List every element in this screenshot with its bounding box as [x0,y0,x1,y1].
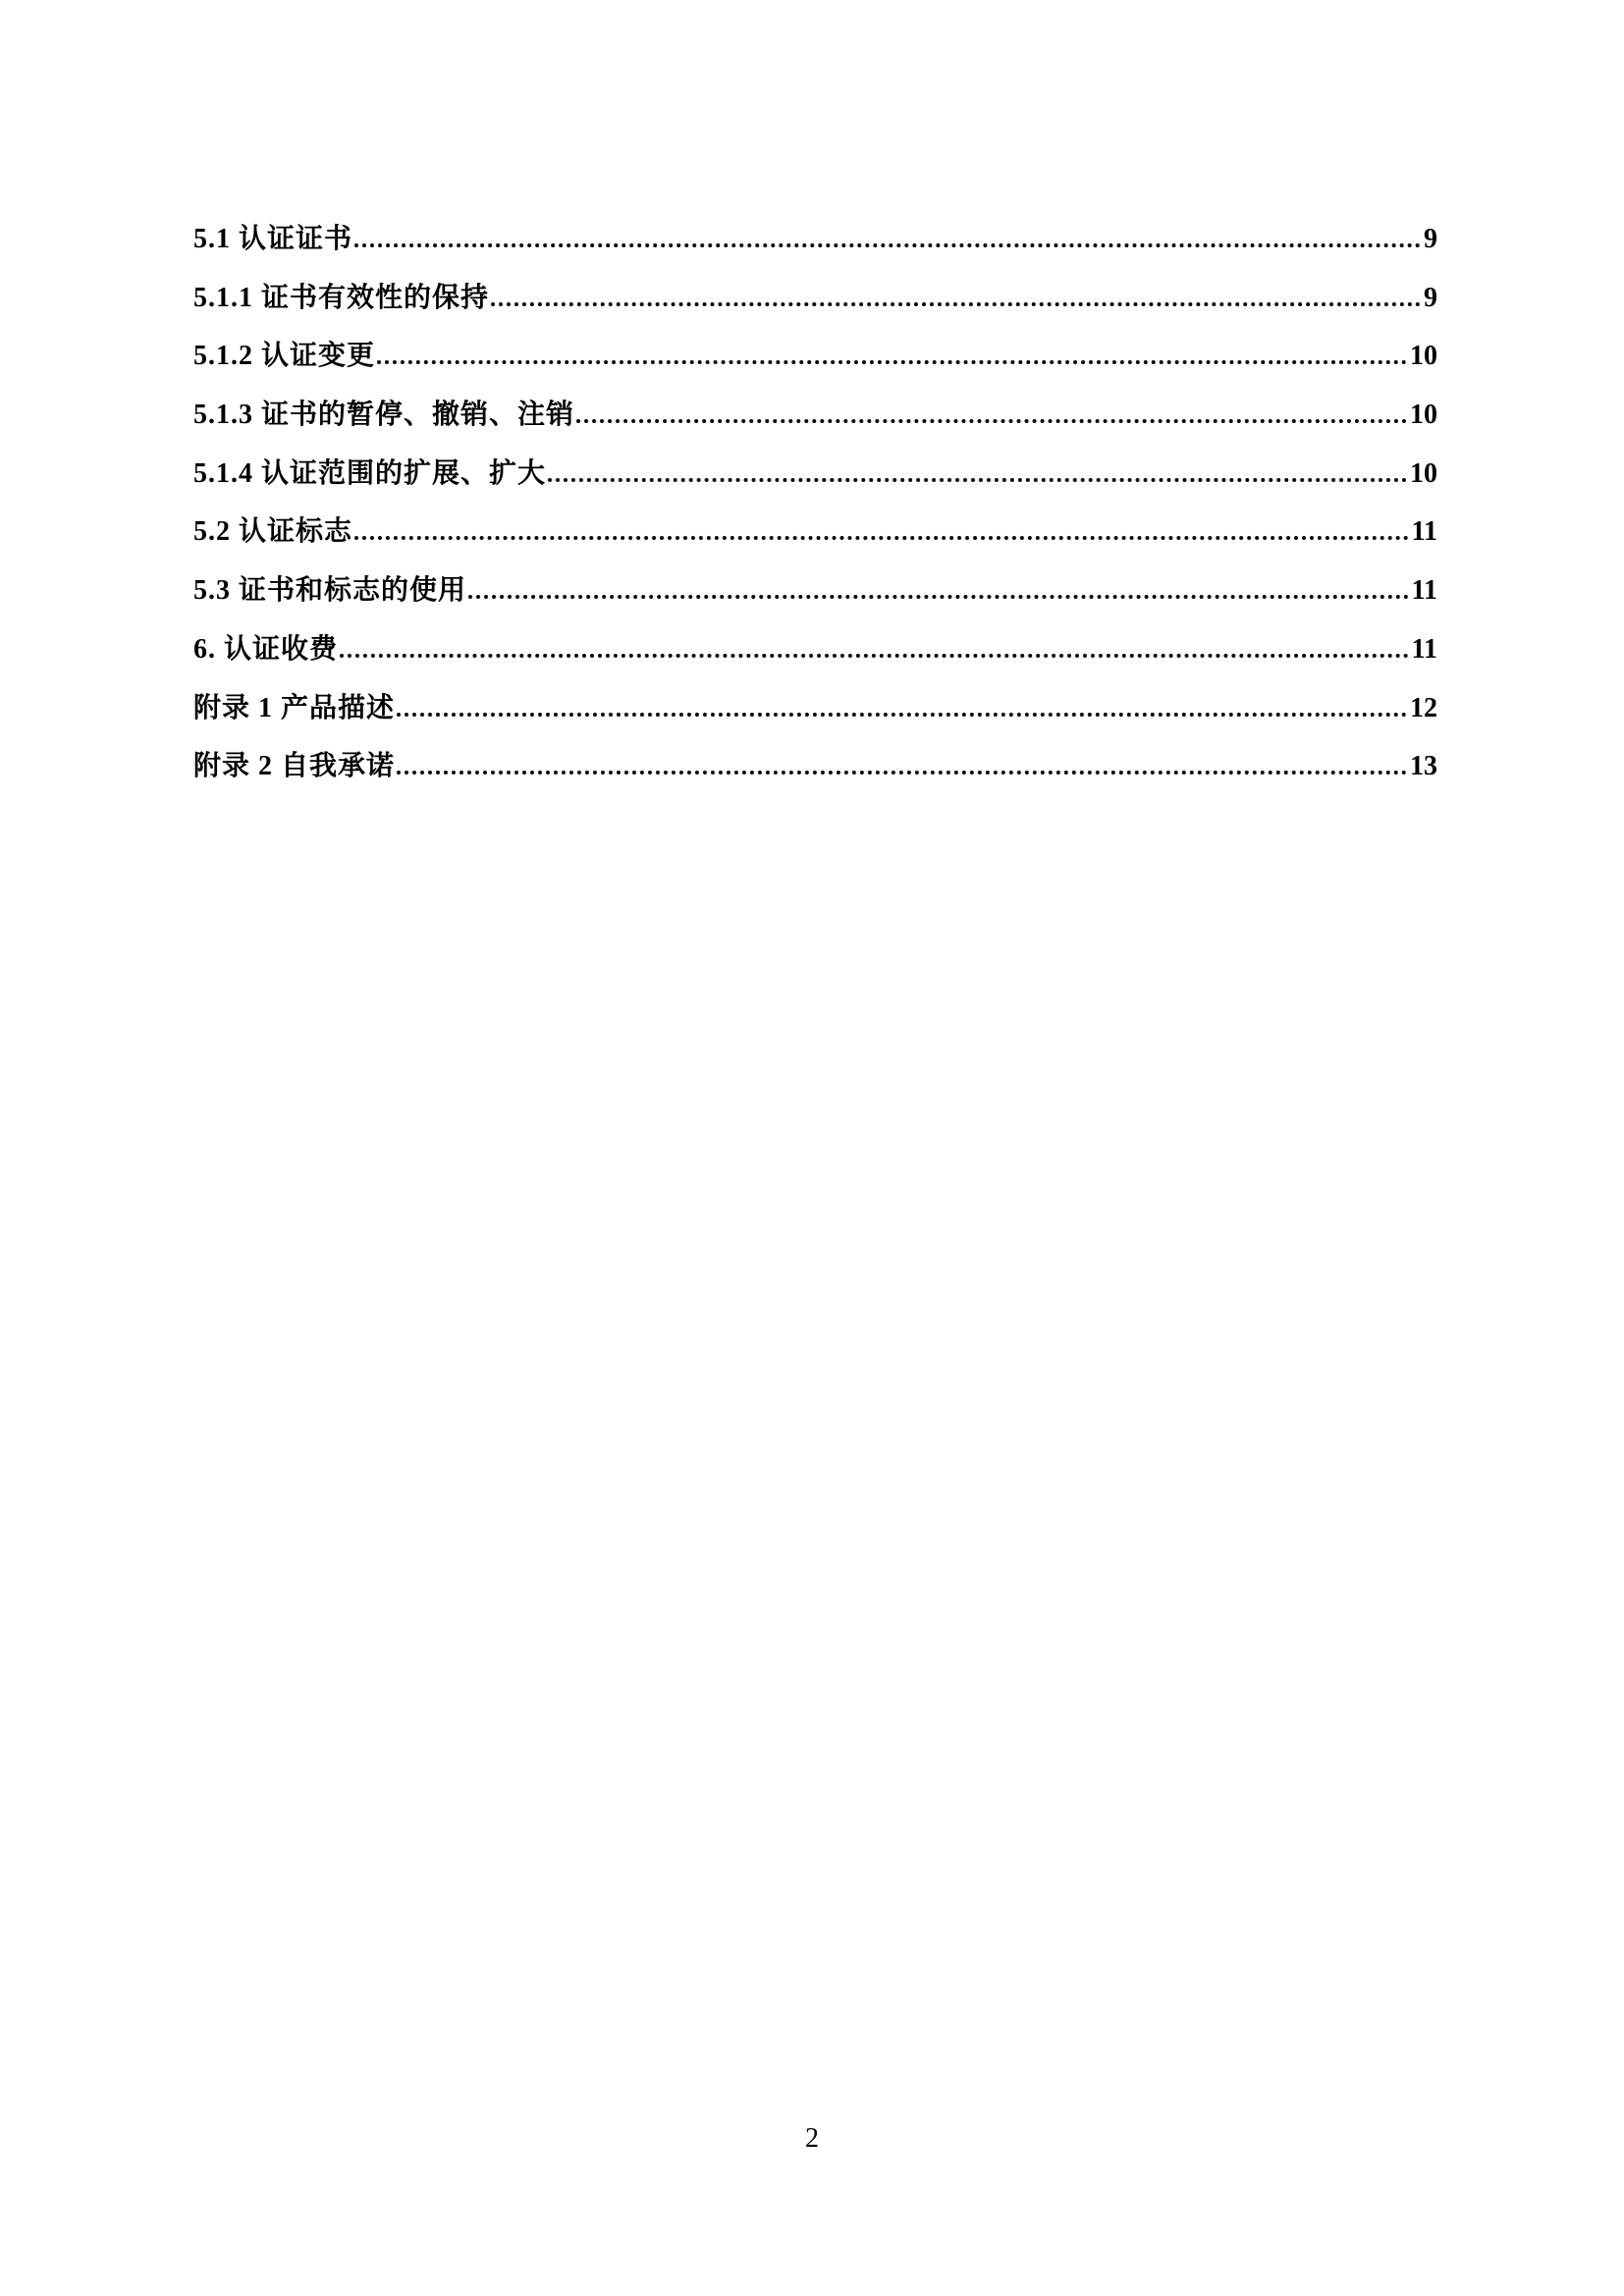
page-footer [0,2123,1624,2155]
toc-entry [193,210,1437,269]
toc-entry-page-number: 11 [1411,516,1437,548]
toc-entry-page-number: 9 [1424,224,1437,254]
toc-entry [193,737,1437,796]
toc-entry-page-number: 11 [1411,633,1437,665]
toc-dot-leader [354,237,1421,247]
toc-entry-page-number: 13 [1410,751,1437,782]
toc-entry-label: 5.1 认证证书 [193,224,353,254]
toc-entry-page-number: 10 [1410,341,1437,372]
toc-entry [193,620,1437,679]
toc-dot-leader [397,764,1407,774]
toc-entry [193,679,1437,738]
page-number: 2 [805,2123,819,2154]
toc-dot-leader [377,353,1407,364]
table-of-contents [193,210,1437,796]
toc-entry-label: 5.1.1 证书有效性的保持 [193,282,490,313]
toc-entry-label: 附录 1 产品描述 [193,692,396,723]
toc-entry [193,503,1437,561]
toc-entry-page-number: 9 [1424,282,1437,313]
toc-entry [193,386,1437,445]
toc-entry-label: 6. 认证收费 [193,633,339,665]
toc-entry [193,561,1437,620]
toc-dot-leader [491,295,1421,306]
toc-entry-label: 附录 2 自我承诺 [193,751,396,782]
toc-entry-label: 5.3 证书和标志的使用 [193,575,467,607]
toc-dot-leader [397,706,1407,717]
toc-dot-leader [548,471,1407,482]
toc-entry [193,445,1437,504]
toc-entry-label: 5.2 认证标志 [193,516,353,548]
toc-dot-leader [576,412,1407,423]
toc-entry-label: 5.1.4 认证范围的扩展、扩大 [193,457,547,489]
toc-entry-label: 5.1.2 认证变更 [193,341,376,372]
toc-entry-page-number: 11 [1411,575,1437,607]
toc-entry-page-number: 12 [1410,692,1437,723]
toc-dot-leader [340,647,1409,658]
toc-entry-page-number: 10 [1410,457,1437,489]
toc-entry [193,327,1437,386]
toc-entry-page-number: 10 [1410,400,1437,431]
toc-dot-leader [354,529,1409,540]
toc-dot-leader [468,588,1409,599]
toc-entry-label: 5.1.3 证书的暂停、撤销、注销 [193,400,575,431]
toc-entry [193,269,1437,328]
